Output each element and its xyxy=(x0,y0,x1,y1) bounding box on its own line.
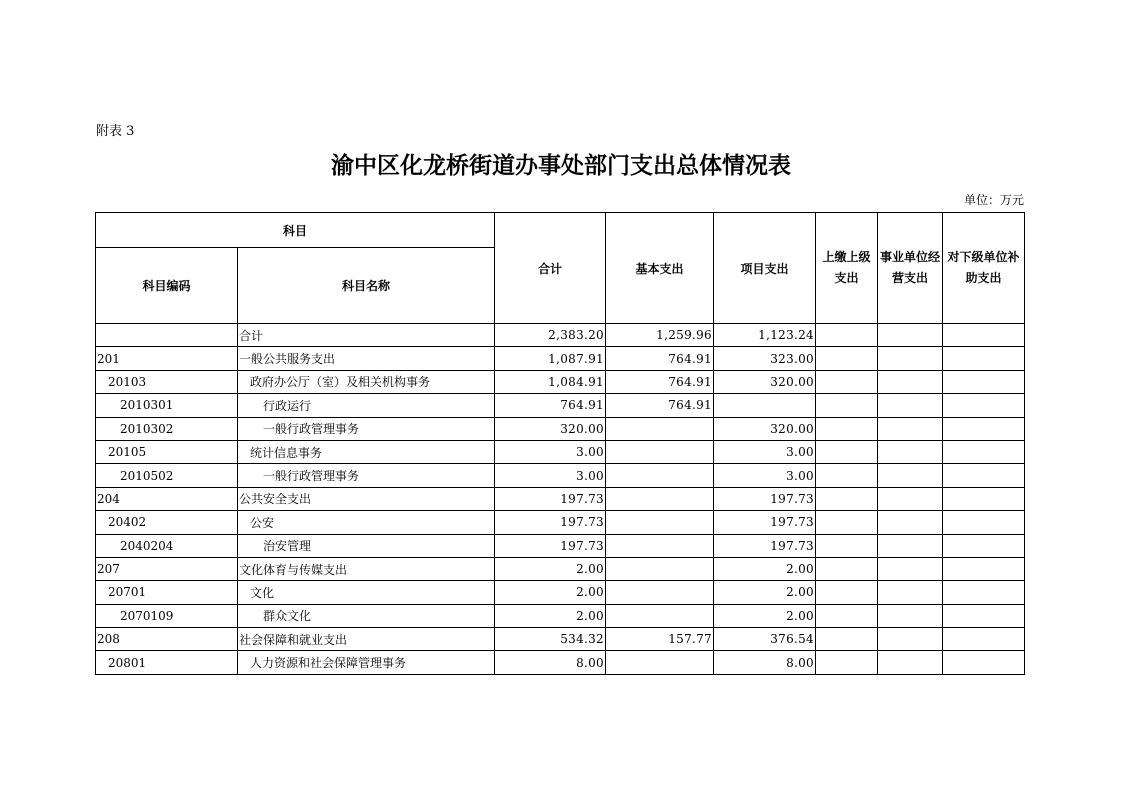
cell-upper xyxy=(816,534,878,557)
cell-project: 197.73 xyxy=(714,487,816,510)
cell-total: 3.00 xyxy=(495,440,606,463)
table-row xyxy=(96,581,1025,604)
cell-code: 2010302 xyxy=(96,417,238,440)
cell-upper xyxy=(816,581,878,604)
cell-total: 197.73 xyxy=(495,487,606,510)
cell-project: 3.00 xyxy=(714,464,816,487)
cell-upper xyxy=(816,604,878,627)
attachment-label: 附表 3 xyxy=(96,124,135,139)
cell-basic xyxy=(606,511,714,534)
cell-total: 197.73 xyxy=(495,534,606,557)
cell-code: 20103 xyxy=(96,370,238,393)
table-row xyxy=(96,324,1025,347)
table-row xyxy=(96,464,1025,487)
cell-name: 人力资源和社会保障管理事务 xyxy=(238,651,495,674)
cell-subsidy xyxy=(943,628,1025,651)
cell-subsidy xyxy=(943,557,1025,580)
cell-total: 764.91 xyxy=(495,394,606,417)
cell-subsidy xyxy=(943,581,1025,604)
cell-basic xyxy=(606,557,714,580)
table-row xyxy=(96,511,1025,534)
expenditure-table xyxy=(95,212,1025,675)
cell-basic: 764.91 xyxy=(606,370,714,393)
cell-total: 2.00 xyxy=(495,604,606,627)
cell-business xyxy=(878,347,943,370)
cell-upper xyxy=(816,557,878,580)
cell-total: 197.73 xyxy=(495,511,606,534)
cell-total: 2.00 xyxy=(495,581,606,604)
cell-business xyxy=(878,324,943,347)
table-row xyxy=(96,394,1025,417)
cell-basic xyxy=(606,534,714,557)
cell-business xyxy=(878,511,943,534)
cell-code: 2010301 xyxy=(96,394,238,417)
cell-name: 合计 xyxy=(238,324,495,347)
cell-business xyxy=(878,651,943,674)
cell-project: 197.73 xyxy=(714,534,816,557)
cell-name: 行政运行 xyxy=(238,394,495,417)
cell-code: 207 xyxy=(96,557,238,580)
cell-basic: 157.77 xyxy=(606,628,714,651)
cell-business xyxy=(878,394,943,417)
cell-basic xyxy=(606,651,714,674)
subject-group-header: 科目 xyxy=(96,213,495,248)
cell-subsidy xyxy=(943,534,1025,557)
cell-subsidy xyxy=(943,394,1025,417)
cell-basic: 764.91 xyxy=(606,394,714,417)
cell-total: 8.00 xyxy=(495,651,606,674)
cell-upper xyxy=(816,347,878,370)
cell-name: 群众文化 xyxy=(238,604,495,627)
cell-basic xyxy=(606,604,714,627)
cell-project xyxy=(714,394,816,417)
cell-name: 公安 xyxy=(238,511,495,534)
unit-label: 单位：万元 xyxy=(963,193,1024,207)
cell-upper xyxy=(816,394,878,417)
cell-subsidy xyxy=(943,487,1025,510)
cell-subsidy xyxy=(943,604,1025,627)
table-row xyxy=(96,557,1025,580)
cell-name: 一般公共服务支出 xyxy=(238,347,495,370)
cell-upper xyxy=(816,417,878,440)
cell-code: 204 xyxy=(96,487,238,510)
upper-header: 上缴上级支出 xyxy=(816,213,878,324)
cell-name: 文化 xyxy=(238,581,495,604)
cell-upper xyxy=(816,651,878,674)
cell-total: 534.32 xyxy=(495,628,606,651)
cell-code: 208 xyxy=(96,628,238,651)
cell-name: 公共安全支出 xyxy=(238,487,495,510)
table-row xyxy=(96,651,1025,674)
cell-project: 320.00 xyxy=(714,417,816,440)
total-header: 合计 xyxy=(495,213,606,324)
cell-code: 20402 xyxy=(96,511,238,534)
cell-project: 2.00 xyxy=(714,557,816,580)
table-row xyxy=(96,440,1025,463)
cell-project: 1,123.24 xyxy=(714,324,816,347)
cell-project: 3.00 xyxy=(714,440,816,463)
cell-name: 社会保障和就业支出 xyxy=(238,628,495,651)
cell-basic xyxy=(606,440,714,463)
cell-subsidy xyxy=(943,651,1025,674)
cell-project: 8.00 xyxy=(714,651,816,674)
cell-subsidy xyxy=(943,370,1025,393)
cell-subsidy xyxy=(943,440,1025,463)
cell-upper xyxy=(816,324,878,347)
cell-upper xyxy=(816,370,878,393)
cell-business xyxy=(878,604,943,627)
cell-business xyxy=(878,581,943,604)
table-row xyxy=(96,370,1025,393)
cell-basic: 1,259.96 xyxy=(606,324,714,347)
cell-name: 统计信息事务 xyxy=(238,440,495,463)
table-row xyxy=(96,628,1025,651)
cell-upper xyxy=(816,628,878,651)
cell-project: 376.54 xyxy=(714,628,816,651)
table-row xyxy=(96,534,1025,557)
code-header: 科目编码 xyxy=(96,248,238,324)
cell-name: 治安管理 xyxy=(238,534,495,557)
cell-basic xyxy=(606,581,714,604)
cell-name: 一般行政管理事务 xyxy=(238,417,495,440)
page-title: 渝中区化龙桥街道办事处部门支出总体情况表 xyxy=(331,152,791,179)
cell-business xyxy=(878,628,943,651)
cell-project: 320.00 xyxy=(714,370,816,393)
cell-project: 2.00 xyxy=(714,581,816,604)
cell-total: 2.00 xyxy=(495,557,606,580)
cell-upper xyxy=(816,440,878,463)
cell-subsidy xyxy=(943,511,1025,534)
cell-upper xyxy=(816,511,878,534)
cell-code: 2070109 xyxy=(96,604,238,627)
cell-total: 2,383.20 xyxy=(495,324,606,347)
cell-code: 2040204 xyxy=(96,534,238,557)
cell-project: 323.00 xyxy=(714,347,816,370)
subsidy-header: 对下级单位补助支出 xyxy=(943,213,1025,324)
cell-subsidy xyxy=(943,464,1025,487)
cell-business xyxy=(878,534,943,557)
cell-business xyxy=(878,557,943,580)
cell-basic xyxy=(606,417,714,440)
cell-total: 3.00 xyxy=(495,464,606,487)
cell-business xyxy=(878,440,943,463)
project-header: 项目支出 xyxy=(714,213,816,324)
cell-basic xyxy=(606,487,714,510)
name-header: 科目名称 xyxy=(238,248,495,324)
cell-basic: 764.91 xyxy=(606,347,714,370)
cell-subsidy xyxy=(943,324,1025,347)
cell-business xyxy=(878,464,943,487)
cell-name: 一般行政管理事务 xyxy=(238,464,495,487)
cell-business xyxy=(878,370,943,393)
cell-code: 20105 xyxy=(96,440,238,463)
table-row xyxy=(96,487,1025,510)
cell-upper xyxy=(816,487,878,510)
cell-basic xyxy=(606,464,714,487)
cell-code: 20801 xyxy=(96,651,238,674)
table-row xyxy=(96,417,1025,440)
cell-subsidy xyxy=(943,347,1025,370)
cell-total: 1,087.91 xyxy=(495,347,606,370)
cell-total: 320.00 xyxy=(495,417,606,440)
cell-business xyxy=(878,417,943,440)
cell-business xyxy=(878,487,943,510)
cell-name: 文化体育与传媒支出 xyxy=(238,557,495,580)
table-row xyxy=(96,604,1025,627)
cell-upper xyxy=(816,464,878,487)
cell-code: 20701 xyxy=(96,581,238,604)
cell-code: 2010502 xyxy=(96,464,238,487)
cell-name: 政府办公厅（室）及相关机构事务 xyxy=(238,370,495,393)
table-row xyxy=(96,347,1025,370)
cell-total: 1,084.91 xyxy=(495,370,606,393)
business-header: 事业单位经营支出 xyxy=(878,213,943,324)
cell-code: 201 xyxy=(96,347,238,370)
cell-project: 197.73 xyxy=(714,511,816,534)
cell-subsidy xyxy=(943,417,1025,440)
cell-project: 2.00 xyxy=(714,604,816,627)
basic-header: 基本支出 xyxy=(606,213,714,324)
cell-code xyxy=(96,324,238,347)
